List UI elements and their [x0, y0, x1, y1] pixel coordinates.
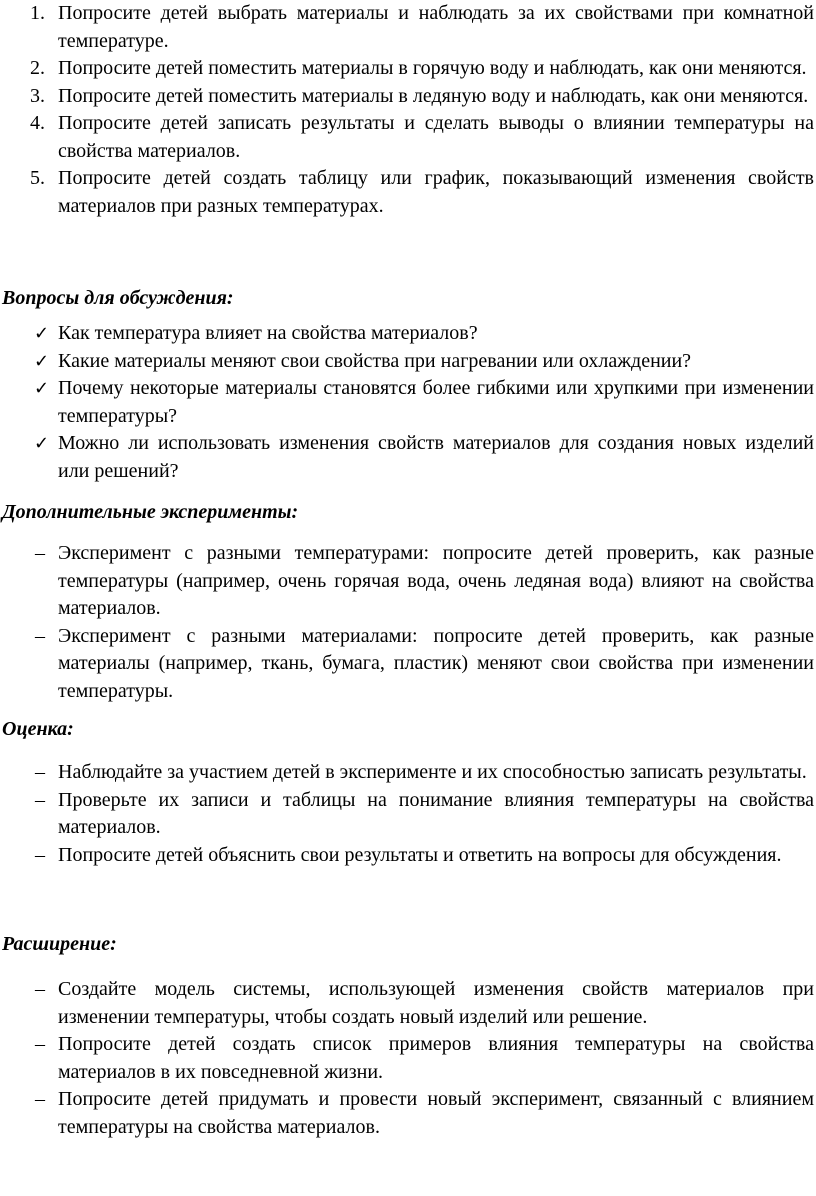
list-item: [0, 787, 816, 842]
list-item: [0, 976, 816, 1031]
list-item-text: Попросите детей создать таблицу или график, показывающий изменения свойств материалов при разных температурах.: [58, 167, 814, 217]
list-item: [0, 540, 816, 623]
list-item-text: Попросите детей создать список примеров влияния температуры на свойства материалов в их повседневной жизни.: [58, 1033, 814, 1083]
list-item: [0, 165, 816, 220]
list-item: [0, 759, 816, 787]
list-number: 3.: [30, 84, 45, 107]
list-item-text: Попросите детей записать результаты и сделать выводы о влиянии температуры на свойства материалов.: [58, 112, 814, 162]
list-item: [0, 0, 816, 55]
checkmark-icon: ✓: [34, 323, 50, 344]
list-item: [0, 375, 816, 430]
list-item: [0, 110, 816, 165]
list-item: [0, 623, 816, 706]
list-item-text: Попросите детей выбрать материалы и наблюдать за их свойствами при комнатной температуре.: [58, 2, 814, 52]
list-item-text: Какие материалы меняют свои свойства при нагревании или охлаждении?: [58, 349, 692, 372]
dash-bullet: –: [35, 542, 45, 564]
dash-bullet: –: [35, 978, 45, 1000]
list-item-text: Попросите детей поместить материалы в ледяную воду и наблюдать, как они меняются.: [58, 84, 809, 107]
section-heading-assessment: Оценка:: [2, 718, 74, 740]
section-heading-experiments: Дополнительные эксперименты:: [2, 501, 299, 523]
checkmark-icon: ✓: [34, 378, 50, 399]
list-item-text: Попросите детей придумать и провести новый эксперимент, связанный с влиянием температуры на свойства материалов.: [58, 1088, 814, 1138]
list-item: [0, 1086, 816, 1141]
dash-bullet: –: [35, 624, 45, 647]
list-item: [0, 83, 816, 111]
list-number: 1.: [30, 2, 45, 24]
list-item: [0, 348, 816, 376]
checkmark-icon: ✓: [34, 350, 50, 372]
dash-bullet: –: [35, 1088, 45, 1110]
list-item-text: Попросите детей поместить материалы в горячую воду и наблюдать, как они меняются.: [58, 57, 807, 79]
list-item-text: Почему некоторые материалы становятся более гибкими или хрупкими при изменении температуры?: [58, 377, 814, 427]
checkmark-icon: ✓: [34, 433, 50, 454]
section-heading-questions: Вопросы для обсуждения:: [2, 287, 234, 309]
list-item-text: Создайте модель системы, использующей изменения свойств материалов при изменении температуры, чтобы создать новый изделий или решение.: [58, 978, 814, 1028]
list-item-text: Попросите детей объяснить свои результаты и ответить на вопросы для обсуждения.: [58, 843, 782, 866]
list-item: [0, 320, 816, 348]
list-number: 4.: [30, 112, 45, 134]
list-item: [0, 55, 816, 83]
experiments-list: [0, 540, 816, 705]
numbered-list: [0, 0, 816, 220]
questions-list: [0, 320, 816, 485]
dash-bullet: –: [35, 1033, 45, 1055]
dash-bullet: –: [35, 788, 45, 811]
list-item-text: Эксперимент с разными температурами: попросите детей проверить, как разные температуры (например, очень горячая вода, очень ледяная вода) влияют на свойства материалов.: [58, 542, 814, 619]
list-item-text: Эксперимент с разными материалами: попросите детей проверить, как разные материалы (например, ткань, бумага, пластик) меняют свои свойства при изменении температуры.: [58, 624, 814, 702]
dash-bullet: –: [35, 761, 45, 783]
list-item: [0, 430, 816, 485]
list-number: 5.: [30, 167, 45, 189]
list-item-text: Проверьте их записи и таблицы на понимание влияния температуры на свойства материалов.: [58, 788, 814, 838]
list-item: [0, 1031, 816, 1086]
list-item-text: Как температура влияет на свойства материалов?: [58, 322, 478, 344]
list-item-text: Можно ли использовать изменения свойств материалов для создания новых изделий или решений?: [58, 432, 814, 482]
extension-list: [0, 976, 816, 1141]
list-item: [0, 842, 816, 870]
dash-bullet: –: [35, 843, 45, 866]
list-item-text: Наблюдайте за участием детей в эксперименте и их способностью записать результаты.: [58, 761, 807, 783]
list-number: 2.: [30, 57, 45, 79]
assessment-list: [0, 759, 816, 869]
section-heading-extension: Расширение:: [2, 933, 117, 955]
